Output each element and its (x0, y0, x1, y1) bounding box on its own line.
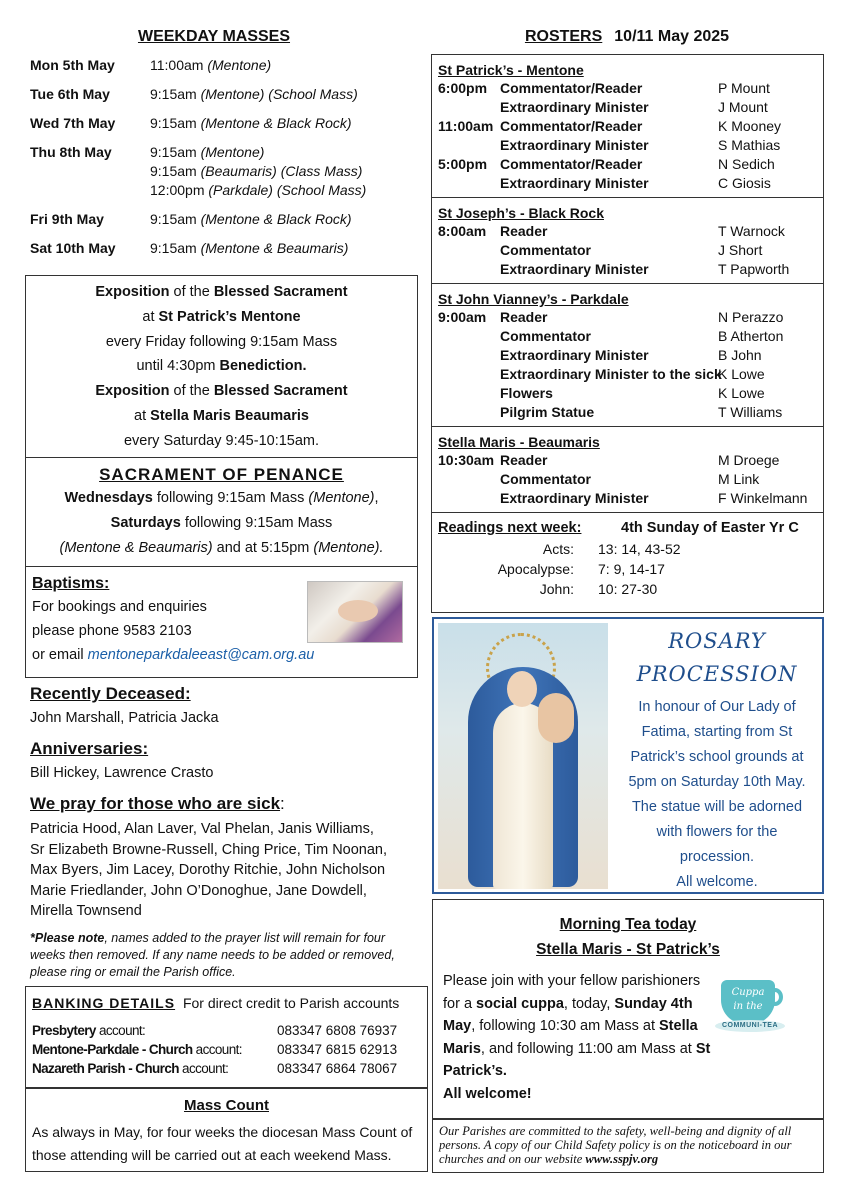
roster-time: 9:00am (438, 309, 487, 325)
mass-times (150, 85, 358, 104)
roster-role: Extraordinary Minister (500, 137, 649, 153)
roster-person: B Atherton (718, 328, 784, 344)
exposition-line-3: every Friday following 9:15am Mass (105, 333, 338, 350)
mass-time: 9:15am (Beaumaris) (Class Mass) (150, 163, 363, 179)
bank-account-owner: Presbytery (32, 1023, 96, 1038)
mass-row (30, 239, 418, 258)
rosary-description (614, 695, 820, 895)
rosters-date: 10/11 May 2025 (614, 28, 730, 45)
roster-row (438, 365, 817, 384)
rosary-line: All welcome. (676, 874, 758, 890)
roster-time (438, 365, 500, 384)
weekday-masses-section (30, 28, 418, 258)
roster-role: Pilgrim Statue (500, 404, 595, 420)
banking-subtitle: For direct credit to Parish accounts (182, 995, 400, 1011)
baptisms-line-1: For bookings and enquiries (32, 599, 207, 615)
roster-person: N Perazzo (718, 309, 784, 325)
roster-row (438, 117, 817, 136)
reading-ref: 7: 9, 14-17 (598, 561, 665, 577)
mass-time: 9:15am (Mentone & Black Rock) (150, 211, 352, 227)
exposition-line-5: Exposition of the Blessed Sacrament (95, 383, 348, 400)
penance-title: SACRAMENT OF PENANCE (99, 465, 344, 484)
roster-row (438, 79, 817, 98)
roster-role: Commentator (500, 471, 592, 487)
mass-time: 9:15am (Mentone & Black Rock) (150, 115, 352, 131)
roster-time (438, 136, 500, 155)
roster-row (438, 260, 817, 279)
mass-day: Mon 5th May (30, 57, 115, 73)
prayer-list-note: *Please note, names added to the prayer list will remain for four weeks then removed. If any name needs to be added or removed, please ring or email the Parish office. (30, 931, 395, 979)
anniversaries-title: Anniversaries: (30, 739, 149, 758)
reading-book: Apocalypse: (497, 561, 574, 577)
mass-location: (Mentone) (207, 57, 272, 73)
roster-time: 11:00am (438, 118, 494, 134)
baptism-photo (307, 581, 403, 643)
mass-times (150, 210, 352, 229)
roster-role: Extraordinary Minister (500, 175, 649, 191)
reading-ref: 10: 27-30 (598, 581, 658, 597)
roster-row (438, 222, 817, 241)
roster-parish (432, 198, 823, 284)
exposition-box (25, 275, 418, 458)
rosters-box (431, 54, 824, 613)
banking-title: BANKING DETAILS (32, 995, 176, 1011)
baptisms-line-2: please phone 9583 2103 (32, 623, 192, 639)
exposition-line-4: until 4:30pm Benediction. (136, 358, 307, 375)
roster-person: K Lowe (718, 385, 765, 401)
readings-sunday: 4th Sunday of Easter Yr C (621, 520, 799, 536)
recently-deceased-title: Recently Deceased: (30, 684, 191, 703)
baptisms-line-3: or email mentoneparkdaleeast@cam.org.au (32, 647, 315, 663)
weekday-mass-list (30, 56, 418, 258)
roster-parish (432, 55, 823, 198)
mass-location: (Mentone & Black Rock) (200, 115, 352, 131)
rosary-line: procession. (679, 849, 755, 865)
readings-next-week (432, 513, 823, 603)
banking-details-box (25, 986, 428, 1088)
roster-person: K Lowe (718, 366, 765, 382)
roster-row (438, 470, 817, 489)
roster-parish-name: St Patrick’s - Mentone (438, 62, 584, 78)
mass-times (150, 143, 366, 200)
reading-book: Acts: (542, 541, 574, 557)
roster-person: P Mount (718, 80, 770, 96)
roster-time (438, 260, 500, 279)
roster-role: Reader (500, 223, 548, 239)
roster-person: T Papworth (718, 261, 790, 277)
mass-location: (Mentone & Black Rock) (200, 211, 352, 227)
roster-time: 6:00pm (438, 80, 488, 96)
recently-deceased-section (30, 683, 420, 729)
bank-account-row (32, 1021, 421, 1040)
roster-role: Reader (500, 309, 548, 325)
reading-ref: 13: 14, 43-52 (598, 541, 681, 557)
roster-row (438, 174, 817, 193)
roster-parish-name: Stella Maris - Beaumaris (438, 434, 600, 450)
recently-deceased-names: John Marshall, Patricia Jacka (30, 710, 219, 726)
website-link[interactable]: www.sspjv.org (585, 1152, 659, 1166)
roster-row (438, 489, 817, 508)
roster-person: N Sedich (718, 156, 775, 172)
bank-account-owner: Mentone-Parkdale - Church (32, 1042, 193, 1057)
roster-person: S Mathias (718, 137, 781, 153)
roster-time (438, 98, 500, 117)
roster-person: J Mount (718, 99, 768, 115)
roster-person: B John (718, 347, 762, 363)
roster-row (438, 155, 817, 174)
reading-row (438, 539, 817, 559)
cuppa-communitea-logo: Cuppa in the COMMUNI-TEA (715, 980, 785, 1038)
roster-time (438, 489, 500, 508)
mass-day: Thu 8th May (30, 144, 112, 160)
roster-time: 10:30am (438, 452, 495, 468)
reading-book: John: (539, 581, 574, 597)
mass-row (30, 56, 418, 75)
mass-time: 9:15am (Mentone) (150, 144, 265, 160)
sick-prayer-heading: We pray for those who are sick: (30, 794, 285, 813)
mass-day: Wed 7th May (30, 115, 116, 131)
mass-count-body: As always in May, for four weeks the diocesan Mass Count of those attending will be carried out at each weekend Mass. (32, 1124, 413, 1163)
bank-account-owner: Nazareth Parish - Church (32, 1061, 179, 1076)
morning-tea-body: Please join with your fellow parishioners for a social cuppa, today, Sunday 4th May, following 10:30 am Mass at Stella Maris, and following 11:00 am Mass at St Patrick’s. All welcome! (443, 973, 711, 1102)
rosary-line: 5pm on Saturday 10th May. (628, 774, 806, 790)
roster-time (438, 384, 500, 403)
roster-role: Commentator/Reader (500, 80, 643, 96)
rosary-line: The statue will be adorned (631, 799, 803, 815)
roster-time (438, 327, 500, 346)
morning-tea-title (433, 912, 823, 962)
roster-time: 5:00pm (438, 156, 488, 172)
roster-parish-name: St John Vianney’s - Parkdale (438, 291, 629, 307)
mass-row (30, 114, 418, 133)
sick-prayer-title: We pray for those who are sick (30, 794, 281, 813)
morning-tea-title-2: Stella Maris - St Patrick’s (536, 941, 720, 958)
mass-location: (Parkdale) (School Mass) (208, 182, 367, 198)
mass-times (150, 239, 348, 258)
roster-row (438, 327, 817, 346)
roster-row (438, 136, 817, 155)
mass-times (150, 114, 352, 133)
roster-role: Extraordinary Minister (500, 490, 649, 506)
sick-names-line: Max Byers, Jim Lacey, Dorothy Ritchie, John Nicholson (30, 862, 386, 878)
roster-role: Extraordinary Minister to the sick (500, 366, 722, 382)
rosary-procession-text (614, 625, 820, 895)
reading-row (438, 559, 817, 579)
roster-parish-name: St Joseph’s - Black Rock (438, 205, 604, 221)
baptisms-email-link[interactable]: mentoneparkdaleeast@cam.org.au (87, 647, 315, 663)
rosary-title-2: PROCESSION (636, 662, 798, 686)
roster-parish (432, 284, 823, 427)
bank-account-list (32, 1021, 421, 1078)
our-lady-statue-image (438, 623, 608, 889)
mass-count-title: Mass Count (183, 1097, 269, 1114)
readings-list (438, 539, 817, 599)
mass-day: Sat 10th May (30, 240, 116, 256)
bank-account-name: Presbytery account: (32, 1023, 146, 1038)
anniversaries-names: Bill Hickey, Lawrence Crasto (30, 765, 214, 781)
bank-account-name: Mentone-Parkdale - Church account: (32, 1042, 242, 1057)
mass-location: (Mentone) (200, 144, 265, 160)
weekday-masses-title: WEEKDAY MASSES (137, 28, 291, 45)
mass-location: (Mentone & Beaumaris) (200, 240, 349, 256)
exposition-line-1: Exposition of the Blessed Sacrament (95, 284, 348, 300)
roster-row (438, 451, 817, 470)
roster-row (438, 346, 817, 365)
roster-person: M Droege (718, 452, 780, 468)
sick-names-line: Mirella Townsend (30, 903, 142, 919)
roster-row (438, 308, 817, 327)
mass-row (30, 143, 418, 200)
mass-day: Tue 6th May (30, 86, 110, 102)
roster-role: Commentator/Reader (500, 156, 643, 172)
morning-tea-box (432, 899, 824, 1119)
exposition-line-7: every Saturday 9:45-10:15am. (123, 432, 320, 449)
rosary-line: In honour of Our Lady of (638, 699, 796, 715)
roster-role: Extraordinary Minister (500, 261, 649, 277)
roster-row (438, 384, 817, 403)
mass-row (30, 85, 418, 104)
roster-person: K Mooney (718, 118, 782, 134)
roster-person: T Williams (718, 404, 783, 420)
rosary-line: Patrick’s school grounds at (630, 749, 804, 765)
banking-heading (32, 993, 421, 1013)
child-safety-statement: Our Parishes are committed to the safety, well-being and dignity of all persons. A copy of our Child Safety policy is on the noticeboard in our churches and on our website www.sspjv.org (432, 1119, 824, 1173)
mass-times (150, 56, 271, 75)
rosary-line: with flowers for the (656, 824, 778, 840)
roster-role: Commentator/Reader (500, 118, 643, 134)
roster-person: C Giosis (718, 175, 771, 191)
penance-line-2: Saturdays following 9:15am Mass (110, 515, 333, 531)
roster-person: F Winkelmann (718, 490, 808, 506)
sick-prayer-section (30, 793, 422, 922)
baptisms-title: Baptisms: (32, 575, 110, 592)
roster-time: 8:00am (438, 223, 487, 239)
roster-person: J Short (718, 242, 763, 258)
bank-account-number: 083347 6864 78067 (277, 1061, 398, 1076)
anniversaries-section (30, 738, 420, 784)
morning-tea-title-1: Morning Tea today (559, 916, 697, 933)
roster-row (438, 403, 817, 422)
mass-location: (Beaumaris) (Class Mass) (200, 163, 363, 179)
sick-names-line: Patricia Hood, Alan Laver, Val Phelan, Janis Williams, (30, 821, 374, 837)
exposition-line-6: at Stella Maris Beaumaris (134, 407, 309, 424)
mass-time: 9:15am (Mentone & Beaumaris) (150, 240, 349, 256)
roster-person: T Warnock (718, 223, 785, 239)
mass-location: (Mentone) (School Mass) (200, 86, 358, 102)
roster-role: Extraordinary Minister (500, 347, 649, 363)
roster-time (438, 470, 500, 489)
bank-account-name: Nazareth Parish - Church account: (32, 1061, 229, 1076)
mass-time: 9:15am (Mentone) (School Mass) (150, 86, 358, 102)
roster-role: Flowers (500, 385, 553, 401)
roster-parish-list (432, 55, 823, 513)
sick-prayer-names (30, 819, 422, 922)
reading-row (438, 579, 817, 599)
sick-names-line: Marie Friedlander, John O’Donoghue, Jane Dowdell, (30, 882, 367, 899)
mass-time: 11:00am (Mentone) (150, 57, 272, 73)
baptisms-box (25, 566, 418, 678)
bank-account-number: 083347 6815 62913 (277, 1042, 398, 1057)
roster-row (438, 98, 817, 117)
exposition-line-2: at St Patrick’s Mentone (142, 308, 301, 325)
rosary-procession-box (432, 617, 824, 894)
roster-time (438, 403, 500, 422)
penance-line-3: (Mentone & Beaumaris) and at 5:15pm (Mentone). (59, 540, 384, 556)
mass-day: Fri 9th May (30, 211, 104, 227)
roster-role: Extraordinary Minister (500, 99, 649, 115)
roster-time (438, 346, 500, 365)
rosary-title-1: ROSARY (668, 629, 766, 653)
roster-time (438, 174, 500, 193)
bank-account-row (32, 1040, 421, 1059)
roster-parish (432, 427, 823, 513)
roster-role: Commentator (500, 328, 592, 344)
penance-box (25, 457, 418, 567)
penance-line-1: Wednesdays following 9:15am Mass (Mentone), (64, 490, 379, 506)
roster-role: Commentator (500, 242, 592, 258)
roster-person: M Link (718, 471, 760, 487)
roster-time (438, 241, 500, 260)
mass-time: 12:00pm (Parkdale) (School Mass) (150, 182, 367, 198)
roster-role: Reader (500, 452, 548, 468)
rosters-heading (432, 28, 822, 46)
mass-row (30, 210, 418, 229)
mass-count-box (25, 1088, 428, 1172)
rosary-line: Fatima, starting from St (641, 724, 793, 740)
sick-names-line: Sr Elizabeth Browne-Russell, Ching Price, Tim Noonan, (30, 841, 388, 858)
readings-label: Readings next week: (438, 520, 582, 536)
roster-row (438, 241, 817, 260)
bank-account-row (32, 1059, 421, 1078)
bank-account-number: 083347 6808 76937 (277, 1023, 398, 1038)
rosters-title: ROSTERS (524, 28, 603, 45)
